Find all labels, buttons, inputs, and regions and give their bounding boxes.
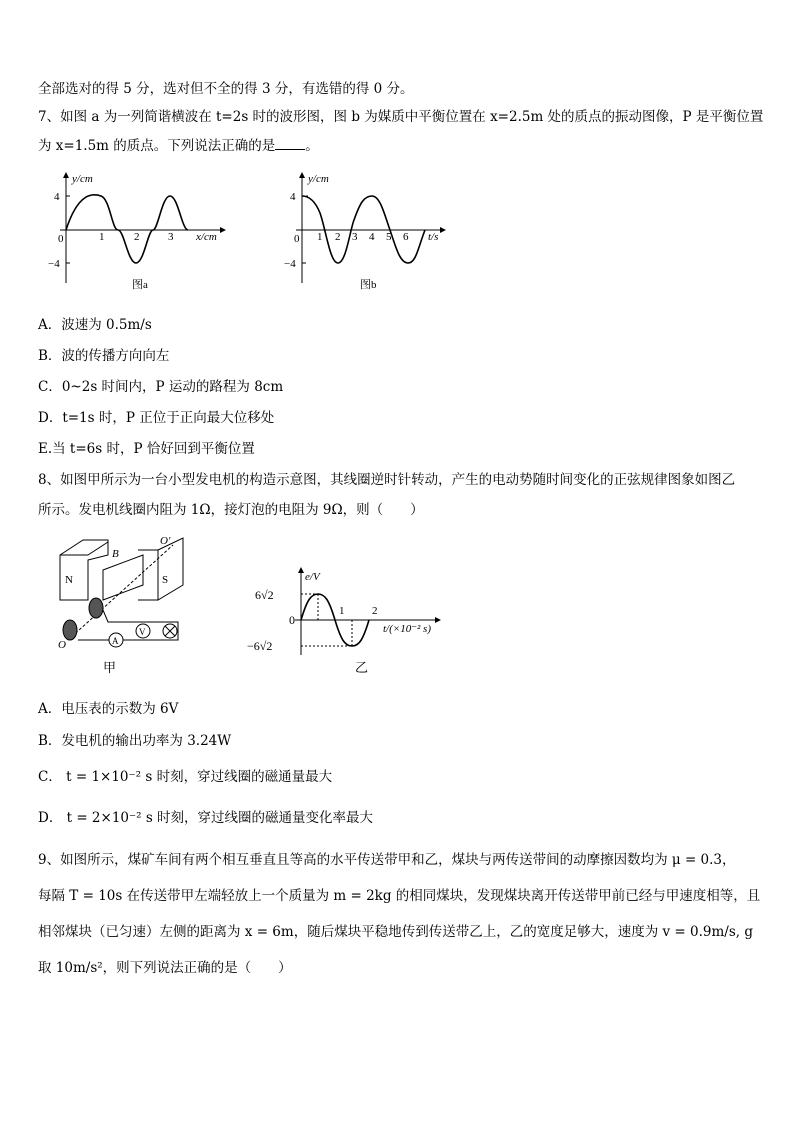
- fig-b-tick-5: 5: [386, 231, 392, 243]
- fig-b-xlabel: t/s: [428, 231, 439, 243]
- q7-option-b: B．波的传播方向向左: [38, 348, 170, 364]
- q7-stem-line1: 7、如图 a 为一列简谐横波在 t=2s 时的波形图，图 b 为媒质中平衡位置在 x=2.5m 处的质点的振动图像，P 是平衡位置: [38, 109, 764, 125]
- fig-a-y-pos: 4: [54, 191, 60, 203]
- q9-stem-line4: 取 10m/s²，则下列说法正确的是（ ）: [38, 960, 292, 976]
- fig-a-xlabel: x/cm: [196, 231, 217, 243]
- fig-a-ylabel: y/cm: [72, 173, 93, 185]
- q7-stem-text: 为 x=1.5m 的质点。下列说法正确的是: [38, 138, 276, 154]
- label-o-prime: O′: [160, 535, 171, 547]
- q8-option-c: C． t = 1×10⁻² s 时刻，穿过线圈的磁通量最大: [38, 769, 333, 785]
- fig-yi-ylabel: e/V: [305, 571, 320, 583]
- label-a: A: [112, 636, 119, 646]
- q7-stem-line2: [38, 134, 319, 154]
- label-b: B: [112, 548, 119, 560]
- figure-jia-generator: [48, 530, 198, 680]
- fig-b-y-neg: −4: [284, 258, 296, 270]
- q7-stem-end: 。: [305, 138, 319, 154]
- q8-stem-line1: 8、如图甲所示为一台小型发电机的构造示意图，其线圈逆时针转动，产生的电动势随时间变化的正弦规律图象如图乙: [38, 472, 736, 488]
- fig-yi-tick-2: 2: [372, 605, 378, 617]
- fig-b-tick-1: 1: [317, 231, 323, 243]
- fig-b-tick-3: 3: [352, 231, 358, 243]
- q7-option-a: A．波速为 0.5m/s: [38, 317, 152, 333]
- fig-yi-caption: 乙: [355, 660, 369, 675]
- fig-b-origin: 0: [294, 233, 300, 245]
- fig-a-tick-2: 2: [134, 231, 140, 243]
- q9-stem-line1: 9、如图所示，煤矿车间有两个相互垂直且等高的水平传送带甲和乙，煤块与两传送带间的动摩擦因数均为 μ = 0.3，: [38, 852, 736, 868]
- fig-a-origin: 0: [58, 233, 64, 245]
- fig-yi-y-neg: −6√2: [247, 639, 273, 653]
- fig-a-caption: 图a: [132, 279, 148, 291]
- fig-jia-caption: 甲: [103, 660, 117, 675]
- q8-option-b: B．发电机的输出功率为 3.24W: [38, 733, 232, 749]
- fig-b-ylabel: y/cm: [308, 173, 329, 185]
- fig-b-tick-4: 4: [369, 231, 375, 243]
- q9-stem-line2: 每隔 T = 10s 在传送带甲左端轻放上一个质量为 m = 2kg 的相同煤块，发现煤块离开传送带甲前已经与甲速度相等，且: [38, 888, 761, 904]
- fig-b-caption: 图b: [360, 279, 377, 291]
- answer-blank: [275, 137, 305, 150]
- fig-a-tick-1: 1: [99, 231, 105, 243]
- figure-a-wave-graph: [40, 168, 240, 293]
- q9-stem-line3: 相邻煤块（已匀速）左侧的距离为 x = 6m，随后煤块平稳地传到传送带乙上，乙的宽度足够大，速度为 v = 0.9m/s, g: [38, 924, 753, 940]
- q7-option-e: E.当 t=6s 时，P 恰好回到平衡位置: [38, 441, 255, 457]
- fig-b-tick-2: 2: [335, 231, 341, 243]
- q8-stem-line2: 所示。发电机线圈内阻为 1Ω，接灯泡的电阻为 9Ω，则（ ）: [38, 502, 424, 518]
- label-n: N: [65, 574, 73, 586]
- figure-yi-emf-graph: [245, 560, 455, 680]
- q8-option-d: D． t = 2×10⁻² s 时刻，穿过线圈的磁通量变化率最大: [38, 810, 374, 826]
- intro-text: 全部选对的得 5 分，选对但不全的得 3 分，有选错的得 0 分。: [38, 81, 414, 97]
- fig-b-tick-6: 6: [403, 231, 409, 243]
- q7-option-d: D．t=1s 时，P 正位于正向最大位移处: [38, 410, 275, 426]
- q7-option-c: C．0~2s 时间内，P 运动的路程为 8cm: [38, 379, 284, 395]
- fig-b-y-pos: 4: [290, 191, 296, 203]
- fig-yi-xlabel: t/(×10⁻² s): [383, 623, 431, 635]
- label-s: S: [162, 574, 169, 586]
- label-o: O: [58, 639, 66, 651]
- fig-yi-y-pos: 6√2: [255, 588, 274, 602]
- fig-a-tick-3: 3: [168, 231, 174, 243]
- fig-yi-origin: 0: [289, 613, 295, 627]
- q8-option-a: A．电压表的示数为 6V: [38, 701, 179, 717]
- label-v: V: [139, 627, 146, 637]
- fig-yi-tick-1: 1: [339, 605, 345, 617]
- fig-a-y-neg: −4: [48, 258, 60, 270]
- figure-b-vibration-graph: [280, 168, 455, 293]
